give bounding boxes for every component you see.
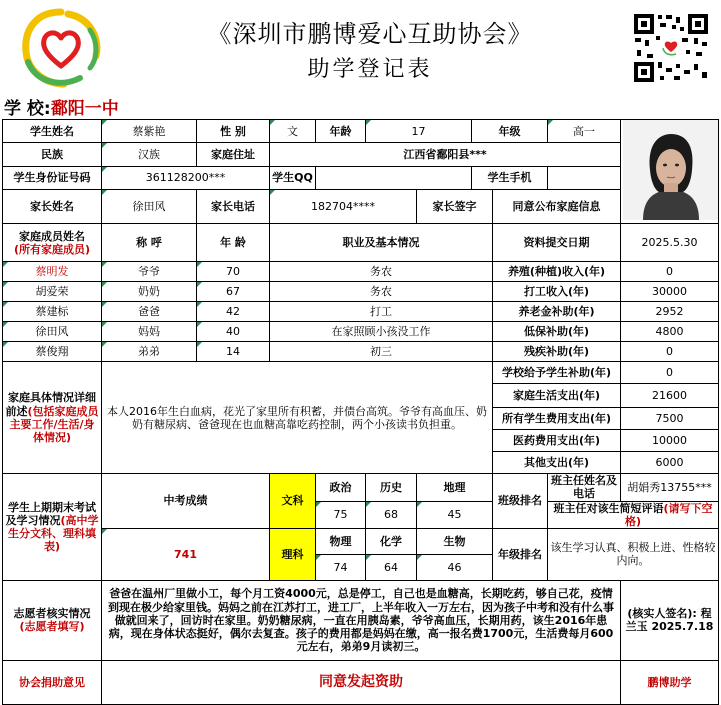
teacher-label: 班主任姓名及电话 bbox=[548, 474, 621, 501]
grade-rank-label: 年级排名 bbox=[493, 528, 548, 580]
ethnicity-value[interactable]: 汉族 bbox=[102, 143, 197, 166]
member-relation[interactable]: 爸爸 bbox=[102, 302, 197, 322]
verify-text[interactable]: 爸爸在温州厂里做小工，每个月工资4000元，总是停工，自己也是血糖高，长期吃药，够自己花，疫情到现在极少给家里钱。妈妈之前在江苏打工，进工厂，上半年收入一万左右，因为孩子中考和没有什么事做就回来了，回访时在家里。奶奶糖尿病，一直在用胰岛素，爷爷高血压，长期用药，该生2016年患病，现在身体状态挺好，偶尔去复查。孩子的费用都是妈妈在缴，高一报名费1700元，生活费每月600元左右，弟弟9月读初三。 bbox=[102, 580, 621, 660]
score-physics[interactable]: 74 bbox=[316, 554, 366, 580]
finance-item-value[interactable]: 7500 bbox=[621, 408, 719, 430]
finance-item-label: 家庭生活支出(年) bbox=[493, 384, 621, 408]
finance-item-label: 打工收入(年) bbox=[493, 282, 621, 302]
subject-physics: 物理 bbox=[316, 528, 366, 554]
parent-sign-label: 家长签字 bbox=[417, 190, 493, 224]
school-value: 鄱阳一中 bbox=[50, 99, 119, 119]
member-relation[interactable]: 奶奶 bbox=[102, 282, 197, 302]
member-job[interactable]: 在家照顾小孩没工作 bbox=[270, 322, 493, 342]
verify-label bbox=[3, 580, 102, 660]
student-phone-label: 学生手机 bbox=[472, 166, 548, 189]
class-rank-label: 班级排名 bbox=[493, 474, 548, 529]
finance-item-label: 残疾补助(年) bbox=[493, 342, 621, 362]
family-header-label bbox=[3, 224, 102, 262]
col-job-header: 职业及基本情况 bbox=[270, 224, 493, 262]
member-job[interactable]: 打工 bbox=[270, 302, 493, 322]
finance-item-value[interactable]: 0 bbox=[621, 362, 719, 384]
like-label: 理科 bbox=[270, 528, 316, 580]
score-geography[interactable]: 45 bbox=[417, 501, 493, 528]
verifier-signature[interactable]: (核实人签名): 程兰玉 2025.7.18 bbox=[621, 580, 719, 660]
member-age[interactable]: 42 bbox=[197, 302, 270, 322]
subject-biology: 生物 bbox=[417, 528, 493, 554]
member-name[interactable]: 胡爱荣 bbox=[3, 282, 102, 302]
score-history[interactable]: 68 bbox=[366, 501, 417, 528]
teacher-comment-label bbox=[548, 501, 719, 528]
finance-item-label: 所有学生费用支出(年) bbox=[493, 408, 621, 430]
exam-label-note: (高中学生分文科、理科填表) bbox=[8, 513, 99, 554]
student-qq-value[interactable] bbox=[316, 166, 472, 189]
teacher-comment-note: (请写下空格) bbox=[624, 501, 713, 528]
finance-item-value[interactable]: 6000 bbox=[621, 452, 719, 474]
teacher-value[interactable]: 胡娟秀13755*** bbox=[621, 474, 719, 501]
publish-consent-label: 同意公布家庭信息 bbox=[493, 190, 621, 224]
member-age[interactable]: 70 bbox=[197, 262, 270, 282]
teacher-comment-text[interactable]: 该生学习认真、积极上进、性格较内向。 bbox=[548, 528, 719, 580]
submit-date-label: 资料提交日期 bbox=[493, 224, 621, 262]
school-line bbox=[4, 94, 119, 118]
zhongkao-score[interactable]: 741 bbox=[102, 528, 270, 580]
student-qq-label: 学生QQ bbox=[270, 166, 316, 189]
zhongkao-label: 中考成绩 bbox=[102, 474, 270, 529]
score-chemistry[interactable]: 64 bbox=[366, 554, 417, 580]
finance-item-value[interactable]: 4800 bbox=[621, 322, 719, 342]
student-id-label: 学生身份证号码 bbox=[3, 166, 102, 189]
parent-name-label: 家长姓名 bbox=[3, 190, 102, 224]
situation-text[interactable]: 本人2016年生白血病，花光了家里所有积蓄，并债台高筑。爷爷有高血压、奶奶有糖尿病、爸爸现在也血糖高靠吃药控制，两个小孩读书负担重。 bbox=[102, 362, 493, 474]
finance-item-value[interactable]: 2952 bbox=[621, 302, 719, 322]
gender-label: 性 别 bbox=[197, 120, 270, 143]
finance-item-label: 学校给予学生补助(年) bbox=[493, 362, 621, 384]
member-relation[interactable]: 弟弟 bbox=[102, 342, 197, 362]
subject-chemistry: 化学 bbox=[366, 528, 417, 554]
subject-history: 历史 bbox=[366, 474, 417, 501]
member-job[interactable]: 初三 bbox=[270, 342, 493, 362]
finance-item-label: 医药费用支出(年) bbox=[493, 430, 621, 452]
finance-item-label: 其他支出(年) bbox=[493, 452, 621, 474]
opinion-brand: 鹏博助学 bbox=[621, 660, 719, 704]
finance-item-value[interactable]: 0 bbox=[621, 262, 719, 282]
member-relation[interactable]: 爷爷 bbox=[102, 262, 197, 282]
student-name-label: 学生姓名 bbox=[3, 120, 102, 143]
member-name[interactable]: 徐田风 bbox=[3, 322, 102, 342]
student-phone-value[interactable] bbox=[548, 166, 621, 189]
gender-value[interactable]: 文 bbox=[270, 120, 316, 143]
submit-date-value[interactable]: 2025.5.30 bbox=[621, 224, 719, 262]
age-label: 年龄 bbox=[316, 120, 366, 143]
member-name[interactable]: 蔡建标 bbox=[3, 302, 102, 322]
score-politics[interactable]: 75 bbox=[316, 501, 366, 528]
qr-code-icon bbox=[632, 12, 710, 84]
student-photo-image bbox=[623, 120, 719, 220]
student-name-value[interactable]: 蔡紫艳 bbox=[102, 120, 197, 143]
situation-label-text: 家庭具体情况详细前述 bbox=[5, 391, 96, 418]
member-age[interactable]: 40 bbox=[197, 322, 270, 342]
grade-value[interactable]: 高一 bbox=[548, 120, 621, 143]
student-photo bbox=[621, 120, 719, 224]
form-title: 《深圳市鹏博爱心互助协会》 bbox=[207, 20, 533, 48]
member-age[interactable]: 14 bbox=[197, 342, 270, 362]
member-name[interactable]: 蔡俊翔 bbox=[3, 342, 102, 362]
finance-item-label: 低保补助(年) bbox=[493, 322, 621, 342]
opinion-label: 协会捐助意见 bbox=[3, 660, 102, 704]
finance-item-label: 养殖(种植)收入(年) bbox=[493, 262, 621, 282]
member-name[interactable]: 蔡明发 bbox=[3, 262, 102, 282]
member-relation[interactable]: 妈妈 bbox=[102, 322, 197, 342]
registration-table bbox=[2, 119, 719, 705]
age-value[interactable]: 17 bbox=[366, 120, 472, 143]
parent-phone-label: 家长电话 bbox=[197, 190, 270, 224]
score-biology[interactable]: 46 bbox=[417, 554, 493, 580]
ethnicity-label: 民族 bbox=[3, 143, 102, 166]
col-age-header: 年 龄 bbox=[197, 224, 270, 262]
form-header bbox=[0, 0, 721, 94]
finance-item-value[interactable]: 0 bbox=[621, 342, 719, 362]
heart-logo-icon bbox=[20, 8, 102, 88]
finance-item-value[interactable]: 21600 bbox=[621, 384, 719, 408]
exam-label bbox=[3, 474, 102, 581]
family-header-text: 家庭成员姓名 bbox=[19, 229, 85, 243]
situation-label-note: (包括家庭成员主要工作/生活/身体情况) bbox=[9, 404, 99, 444]
finance-item-label: 养老金补助(年) bbox=[493, 302, 621, 322]
address-value[interactable]: 江西省鄱阳县*** bbox=[270, 143, 621, 166]
address-label: 家庭住址 bbox=[197, 143, 270, 166]
grade-label: 年级 bbox=[472, 120, 548, 143]
student-id-value[interactable]: 361128200*** bbox=[102, 166, 270, 189]
subject-geography: 地理 bbox=[417, 474, 493, 501]
verify-label-note: (志愿者填写) bbox=[19, 620, 85, 634]
form-subtitle: 助学登记表 bbox=[307, 57, 433, 82]
opinion-value[interactable]: 同意发起资助 bbox=[102, 660, 621, 704]
parent-phone-value[interactable]: 182704**** bbox=[270, 190, 417, 224]
school-label: 学 校: bbox=[4, 99, 51, 119]
situation-label bbox=[3, 362, 102, 474]
family-header-note: (所有家庭成员) bbox=[13, 242, 91, 256]
finance-item-value[interactable]: 10000 bbox=[621, 430, 719, 452]
wenke-label: 文科 bbox=[270, 474, 316, 529]
subject-politics: 政治 bbox=[316, 474, 366, 501]
col-relation-header: 称 呼 bbox=[102, 224, 197, 262]
member-job[interactable]: 务农 bbox=[270, 282, 493, 302]
finance-item-value[interactable]: 30000 bbox=[621, 282, 719, 302]
member-job[interactable]: 务农 bbox=[270, 262, 493, 282]
exam-label-text: 学生上期期末考试及学习情况 bbox=[5, 500, 96, 527]
member-age[interactable]: 67 bbox=[197, 282, 270, 302]
parent-name-value[interactable]: 徐田风 bbox=[102, 190, 197, 224]
teacher-comment-label-text: 班主任对该生简短评语 bbox=[553, 501, 664, 515]
verify-label-text: 志愿者核实情况 bbox=[13, 607, 91, 621]
